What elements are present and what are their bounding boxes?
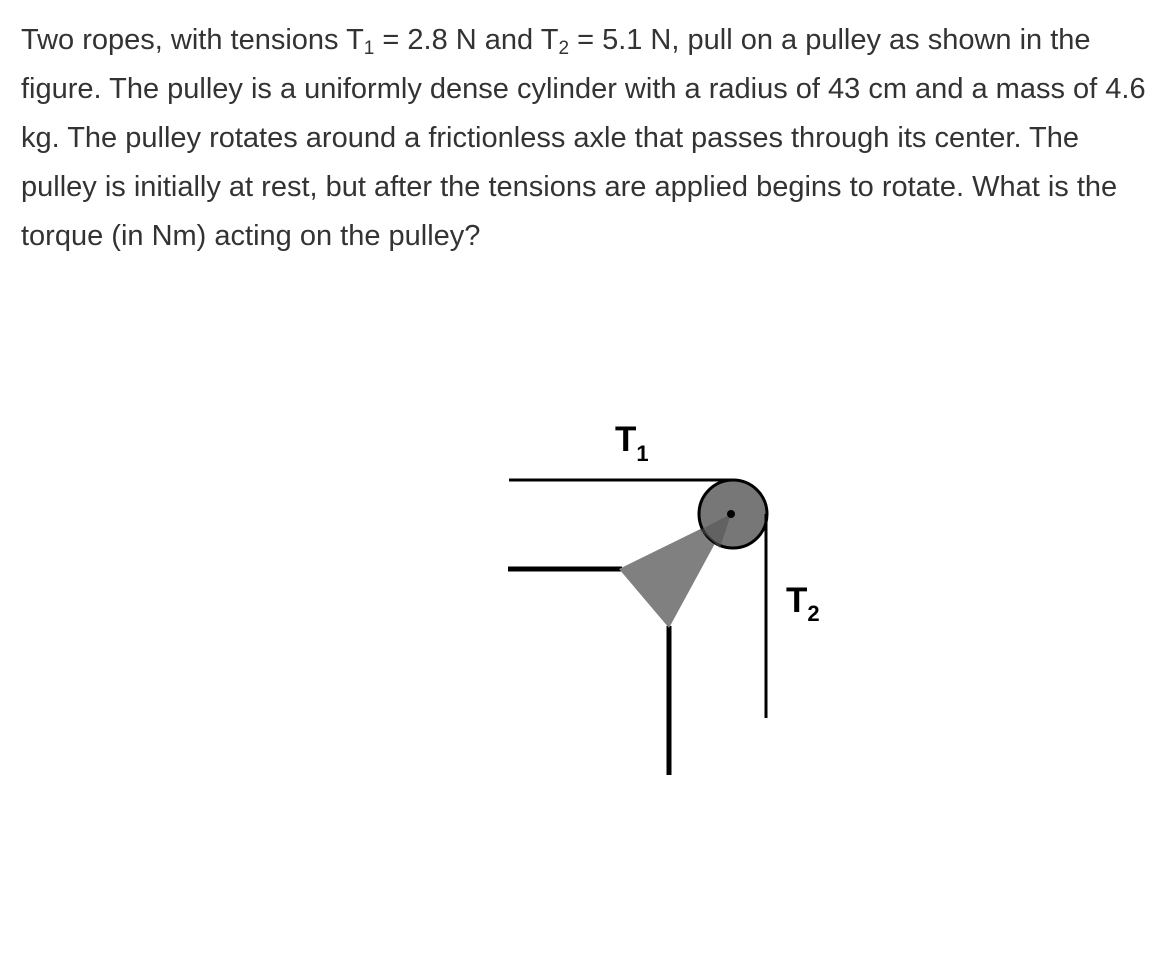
label-t1-sub: 1 (636, 441, 649, 466)
problem-text-part-3: = 5.1 N, pull on a pulley as shown in the figure. The pulley is a uniformly dense cylinder with a radius of 43 cm and a mass of 4.6 kg. The pulley rotates around a frictionless axle that passes through its center. The pulley is initially at rest, but after the tensions are applied begins to rotate. What is the torque (in Nm) acting on the pulley? (21, 24, 1146, 252)
label-t1 (615, 420, 649, 466)
label-t1-letter: T (615, 420, 637, 459)
label-t2-letter: T (786, 581, 808, 620)
problem-text-part-1: Two ropes, with tensions T (21, 24, 364, 56)
label-t2-sub: 2 (807, 601, 820, 626)
t1-subscript: 1 (363, 38, 375, 59)
label-t2 (786, 581, 820, 626)
axle-point (727, 510, 735, 518)
t2-subscript: 2 (558, 38, 570, 59)
problem-text-part-2: = 2.8 N and T (374, 24, 559, 56)
